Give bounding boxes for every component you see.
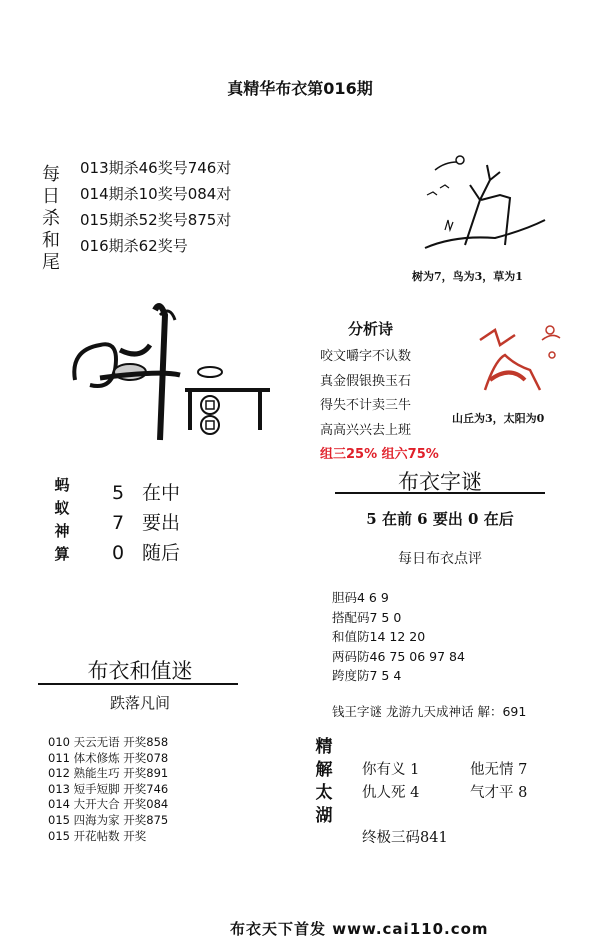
sum-riddle-heading: 布衣和值迷 xyxy=(87,659,193,683)
poem-line: 咬文嚼字不认数 xyxy=(320,349,412,364)
review-point: 跨度防7 5 4 xyxy=(332,668,402,683)
ant-row: 0 随后 xyxy=(112,542,181,564)
riddle-main: 5 在前 6 要出 0 在后 xyxy=(366,510,514,528)
daily-kill-list xyxy=(80,155,231,259)
poem xyxy=(320,345,439,468)
riddle-heading: 布衣字谜 xyxy=(398,470,482,494)
king-riddle: 钱王字谜 龙游九天成神话 解：691 xyxy=(332,704,527,719)
ant-row: 7 要出 xyxy=(112,512,181,534)
hill-sun-sketch xyxy=(470,310,570,405)
sum-riddle-rule xyxy=(38,683,238,685)
poem-line: 得失不计卖三牛 xyxy=(320,398,412,413)
lottery-row: 011 体术修炼 开奖078 xyxy=(48,750,169,765)
sum-riddle-subtitle: 跌落凡间 xyxy=(109,694,170,712)
review-title: 每日布衣点评 xyxy=(398,551,482,567)
daily-kill-label: 每 日 杀 和 尾 xyxy=(42,164,60,273)
review-point: 胆码4 6 9 xyxy=(332,590,389,605)
jing-label: 精 解 太 湖 xyxy=(315,737,333,826)
review-point: 搭配码7 5 0 xyxy=(332,609,402,625)
kill-line: 014期杀10奖号084对 xyxy=(80,185,232,203)
hill-caption: 山丘为3，太阳为0 xyxy=(452,412,545,425)
jing-final: 终极三码841 xyxy=(362,830,448,846)
lottery-row: 015 四海为家 开奖875 xyxy=(48,812,169,827)
lottery-row: 013 短手短脚 开奖746 xyxy=(48,781,169,796)
poem-red-line: 组三25% 组六75% xyxy=(320,447,439,462)
review-point: 和值防14 12 20 xyxy=(332,629,426,644)
footer: 布衣天下首发 www.cai110.com xyxy=(230,920,489,938)
review-point: 两码防46 75 06 97 84 xyxy=(332,648,465,664)
poem-line: 高高兴兴去上班 xyxy=(320,422,412,438)
poem-line: 真金假银换玉石 xyxy=(320,373,412,389)
kill-line: 016期杀62奖号 xyxy=(80,237,188,255)
page-title: 真精华布衣第016期 xyxy=(227,79,373,98)
jing-pair: 你有义 1 xyxy=(362,762,420,778)
lottery-row: 014 大开大合 开奖084 xyxy=(48,797,169,812)
riddle-rule xyxy=(335,492,545,494)
kill-line: 015期杀52奖号875对 xyxy=(80,211,232,229)
kill-line: 013期杀46奖号746对 xyxy=(80,159,232,177)
bu-character-art xyxy=(60,290,290,450)
lottery-row: 015 开花帖数 开奖 xyxy=(48,828,147,843)
jing-pair: 他无情 7 xyxy=(470,762,528,778)
lottery-row: 012 熟能生巧 开奖891 xyxy=(48,766,169,781)
jing-pair: 气才平 8 xyxy=(470,785,528,801)
poem-title: 分析诗 xyxy=(348,320,394,338)
ant-rows xyxy=(112,478,180,568)
ant-row: 5 在中 xyxy=(112,482,181,504)
ant-label: 蚂 蚁 神 算 xyxy=(54,476,70,563)
lottery-list xyxy=(48,735,168,844)
lottery-row: 010 天云无语 开奖858 xyxy=(48,735,169,749)
jing-pair: 仇人死 4 xyxy=(362,785,420,801)
tree-caption: 树为7，鸟为3，草为1 xyxy=(412,270,523,283)
tree-bird-sketch xyxy=(415,150,555,250)
review-points xyxy=(332,588,465,686)
